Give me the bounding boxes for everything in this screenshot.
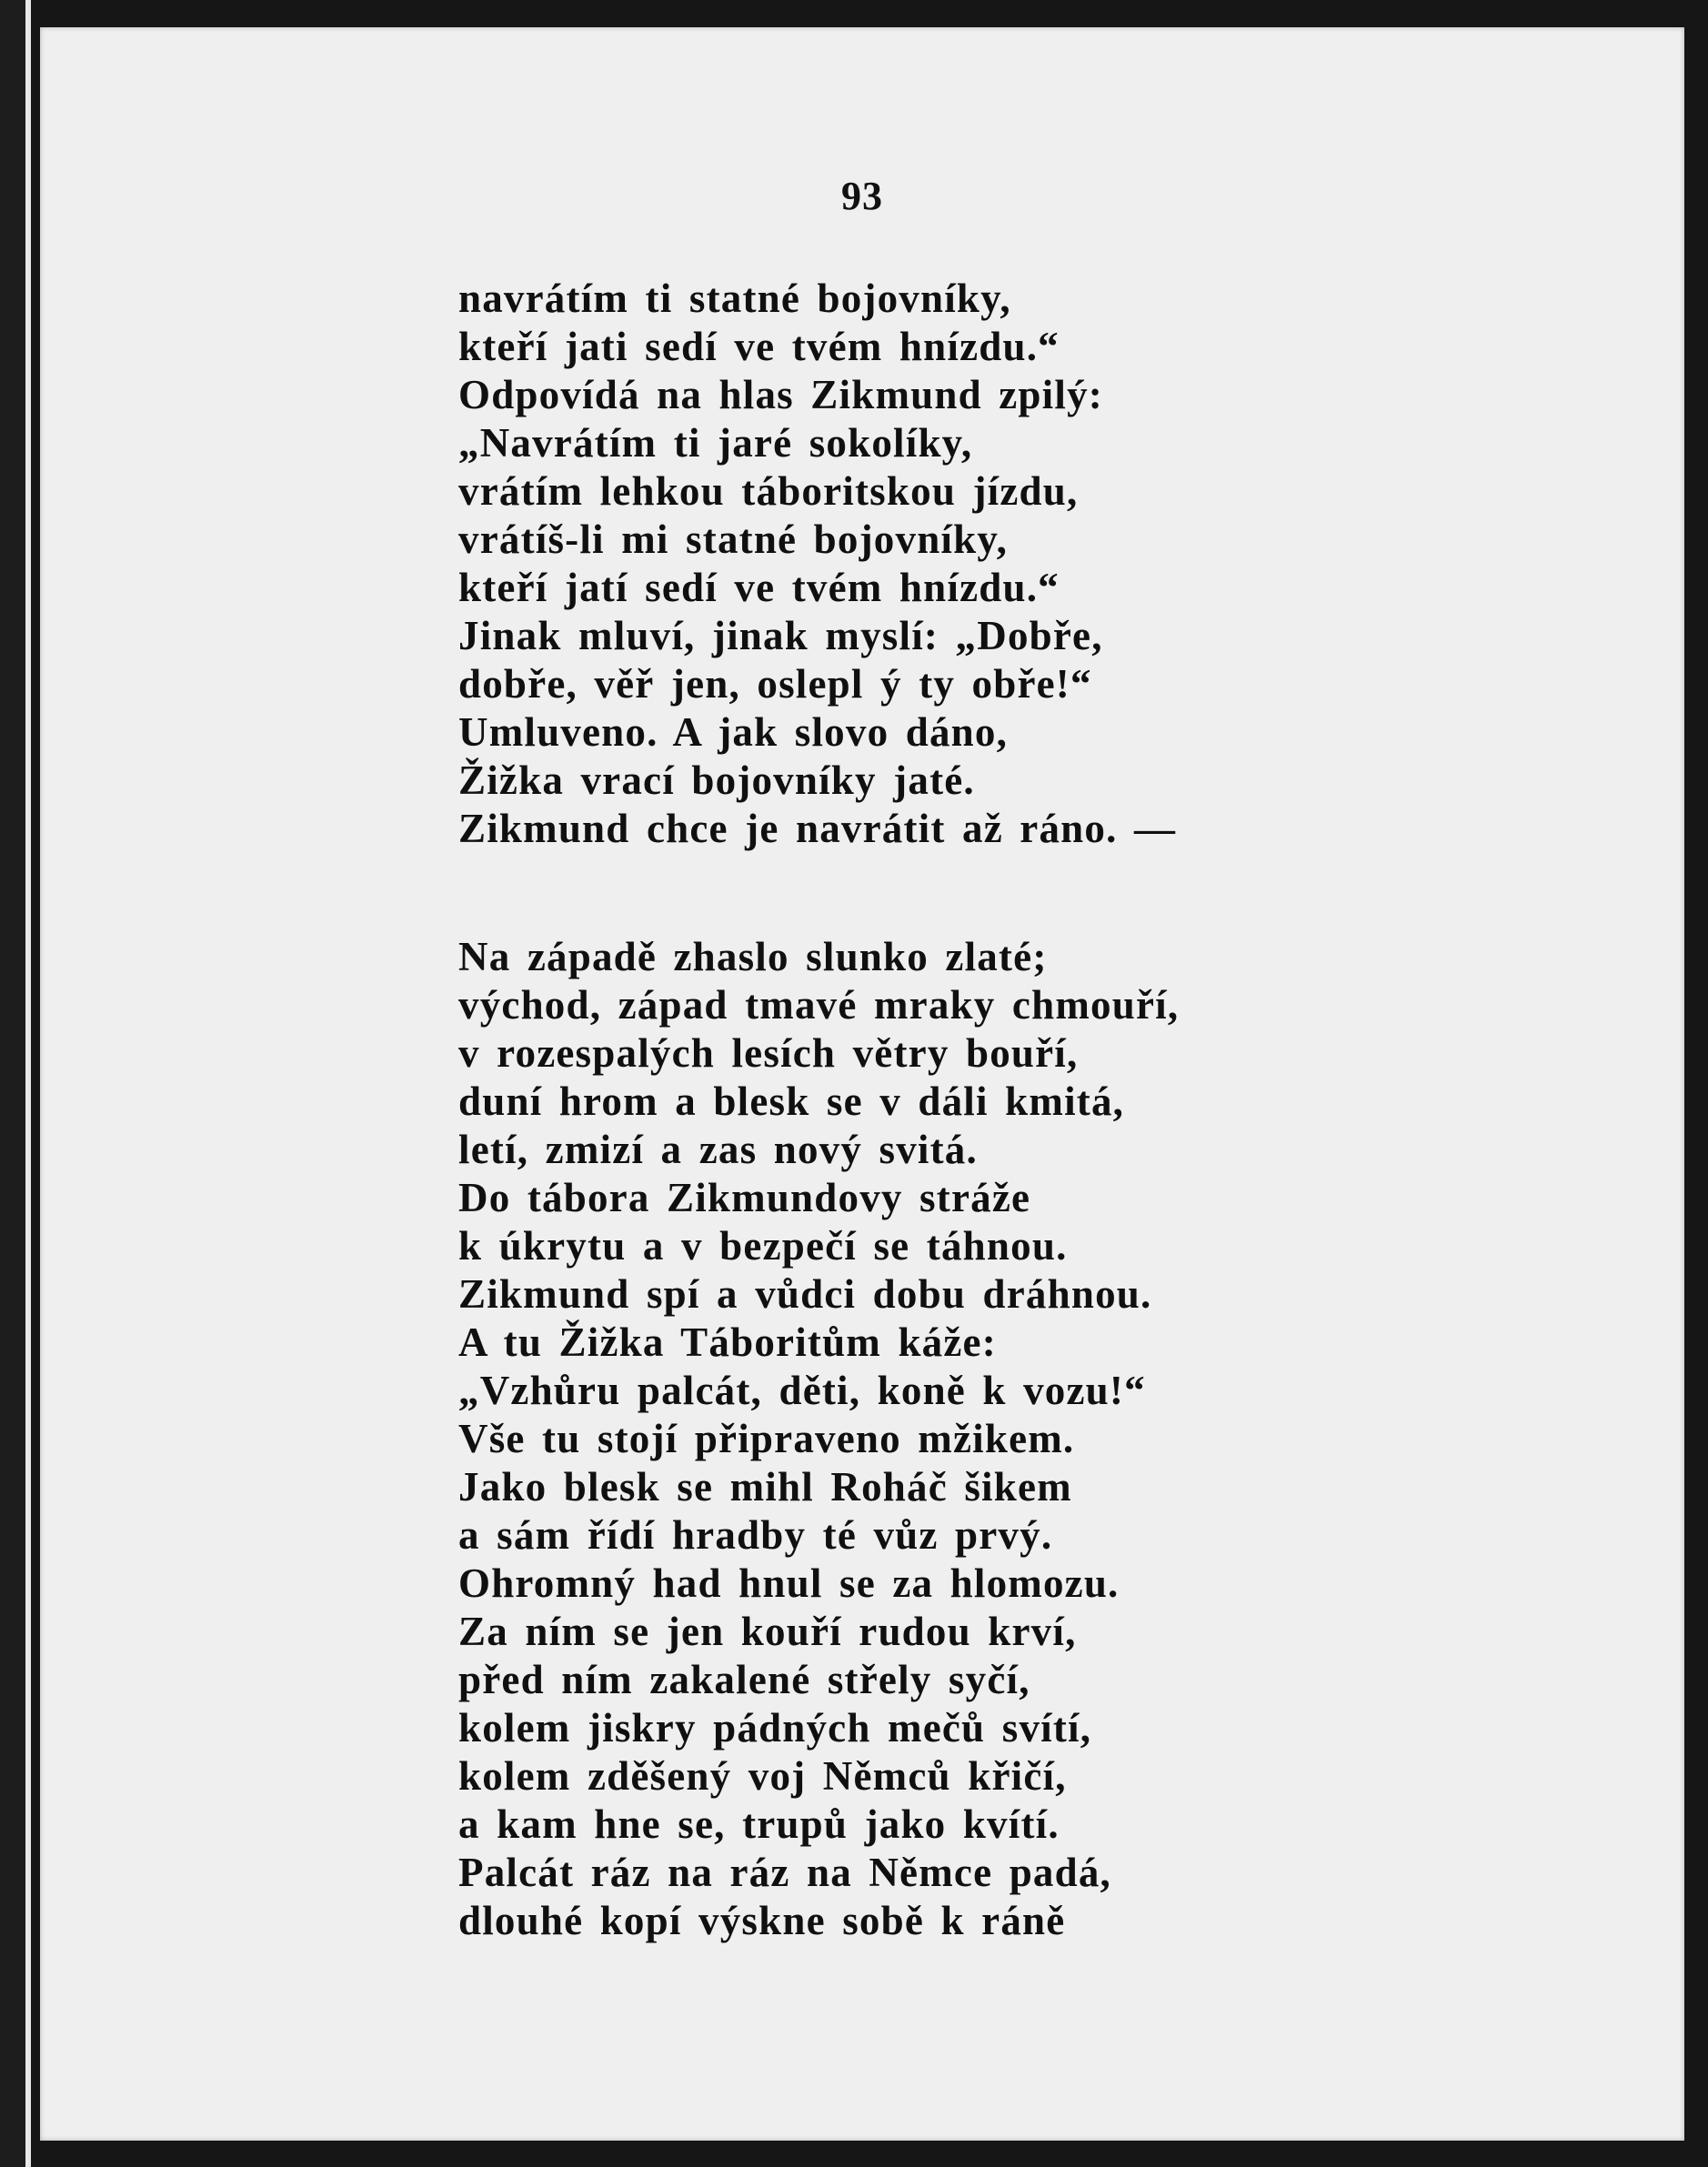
verse-line: „Vzhůru palcát, děti, koně k vozu!“ [458, 1368, 1146, 1413]
verse-line: navrátím ti statné bojovníky, [458, 276, 1011, 321]
verse-line: Zikmund chce je navrátit až ráno. — [458, 806, 1177, 851]
verse-line: kolem jiskry pádných mečů svítí, [458, 1705, 1092, 1751]
verse-line: před ním zakalené střely syčí, [458, 1657, 1030, 1702]
verse-line: Žižka vrací bojovníky jaté. [458, 757, 975, 803]
book-spine-shadow [0, 0, 25, 2167]
verse-line: k úkrytu a v bezpečí se táhnou. [458, 1223, 1068, 1269]
verse-line: Odpovídá na hlas Zikmund zpilý: [458, 372, 1103, 417]
verse-line: Palcát ráz na ráz na Němce padá, [458, 1850, 1112, 1895]
verse-line: Umluveno. A jak slovo dáno, [458, 709, 1009, 755]
verse-line: v rozespalých lesích větry bouří, [458, 1030, 1079, 1076]
verse-line: Na západě zhaslo slunko zlaté; [458, 934, 1048, 979]
verse-line: vrátíš-li mi statné bojovníky, [458, 517, 1009, 562]
poem-stanza-1 [458, 275, 1176, 853]
page-number: 93 [841, 174, 883, 218]
verse-line: dlouhé kopí výskne sobě k ráně [458, 1898, 1066, 1943]
verse-line: kteří jatí sedí ve tvém hnízdu.“ [458, 565, 1060, 610]
verse-line: východ, západ tmavé mraky chmouří, [458, 982, 1180, 1028]
verse-line: kteří jati sedí ve tvém hnízdu.“ [458, 324, 1060, 369]
verse-line: dobře, věř jen, oslepl ý ty obře!“ [458, 661, 1092, 707]
verse-line: Ohromný had hnul se za hlomozu. [458, 1560, 1120, 1606]
verse-line: Zikmund spí a vůdci dobu dráhnou. [458, 1271, 1152, 1317]
verse-line: a sám řídí hradby té vůz prvý. [458, 1512, 1053, 1558]
verse-line: duní hrom a blesk se v dáli kmitá, [458, 1078, 1125, 1124]
verse-line: kolem zděšený voj Němců křičí, [458, 1753, 1067, 1799]
page-edge-line [25, 0, 31, 2167]
verse-line: Za ním se jen kouří rudou krví, [458, 1609, 1077, 1654]
verse-line: letí, zmizí a zas nový svitá. [458, 1127, 978, 1172]
verse-line: „Navrátím ti jaré sokolíky, [458, 420, 973, 466]
verse-line: vrátím lehkou táboritskou jízdu, [458, 468, 1079, 514]
verse-line: a kam hne se, trupů jako kvítí. [458, 1801, 1060, 1847]
verse-line: Vše tu stojí připraveno mžikem. [458, 1416, 1075, 1461]
verse-line: Do tábora Zikmundovy stráže [458, 1175, 1031, 1220]
book-page [40, 27, 1684, 2141]
verse-line: Jinak mluví, jinak myslí: „Dobře, [458, 613, 1103, 658]
poem-stanza-2 [458, 933, 1179, 1945]
verse-line: Jako blesk se mihl Roháč šikem [458, 1464, 1072, 1510]
verse-line: A tu Žižka Táboritům káže: [458, 1319, 997, 1365]
